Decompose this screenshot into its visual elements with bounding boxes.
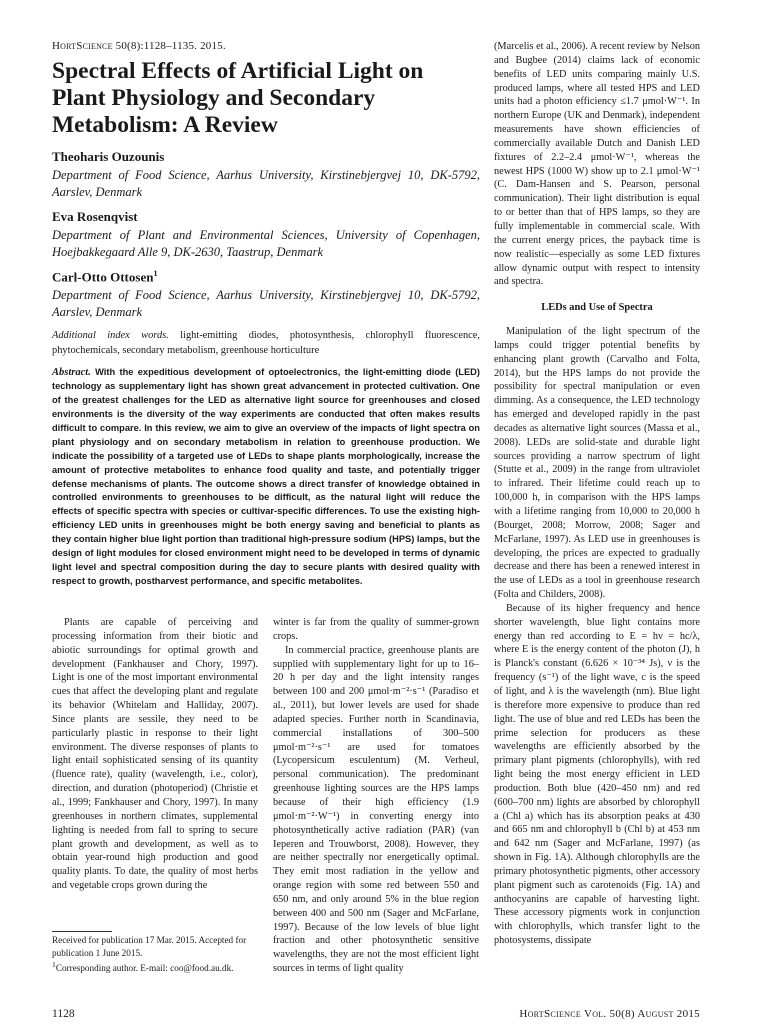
footnote-marker: 1 xyxy=(52,960,56,970)
corresponding-note: $^1$Corresponding author. E-mail: coo@food.au.dk. xyxy=(52,960,234,974)
body-paragraph: In commercial practice, greenhouse plants are supplied with supplementary light for up to 16–20 h per day and the light intensity ranges between 100 and 200 μmol·m⁻²·s⁻¹ (Paradiso et al., 2011), but lower levels are used for shade adapted species. Further north in Scandinavia, commercial installations of 300–500 μmol·m⁻²·s⁻¹ are used for tomatoes (Lycopersicum esculentum) (M. Verheul, personal communication). The predominant greenhouse lighting sources are the HPS lamps because of their high efficiency (1.9 μmol·m⁻²·W⁻¹) in converting energy into photosynthetically active radiation (PAR) (van Ieperen and Trouwborst, 2008). However, they are neither spectrally nor energetically optimal. They emit most radiation in the yellow and orange region with some red between 550 and 650 nm, and only around 5% in the blue region between 400 and 500 nm (Sager and McFarlane, 1997). Because of the low levels of blue light fraction and other photosynthetic sensitive wavelengths, they are not the most efficient light sources in terms of light quality xyxy=(273,644,479,975)
body-paragraph: Plants are capable of perceiving and processing information from their biotic and abiotic surroundings for optimal growth and development (Fankhauser and Chory, 1997). Light is one of the most important environmental cues that affect the developing plant and regulate its behavior (Whitelam and Halliday, 2007). Since plants are sessile, they need to be particularly plastic in response to their light environment. The diverse responses of plants to light entail sophisticated sensing of its quantity (fluence rate), quality (wavelength, i.e., color), direction, and duration (photoperiod) (Christie et al., 1999; Fankhauser and Chory, 1997). In many greenhouses in northern climates, supplemental lighting is needed from fall to spring to secure plant growth and development, as well as to obtain year-round high production and good quality plants. To date, the quality of most herbs and vegetable crops grown during the xyxy=(52,617,258,892)
author-name: Carl-Otto Ottosen$^1$ xyxy=(52,269,158,285)
footnote-divider xyxy=(52,931,112,932)
author-footnote-marker: 1 xyxy=(153,269,158,278)
journal-citation: HortScience 50(8):1128–1135. 2015. xyxy=(52,40,226,52)
abstract xyxy=(52,366,480,589)
body-paragraph: (Marcelis et al., 2006). A recent review by Nelson and Bugbee (2014) claims lack of economic benefits of LED units comparing mainly U.S. produced lamps, where all tested HPS and LED units had a photon efficiency ≤1.7 μmol·W⁻¹. In northern Europe (UK and Denmark), independent measurements have shown efficiencies of commercially available Dutch and Danish LED fixtures of 2.2–2.4 μmol·W⁻¹, whereas the newest HPS (1000 W) show up to 2.1 μmol·W⁻¹ (C. Dam-Hansen and S. Pearson, personal communication). Their light distribution is equal to or better than that of HPS lamps, so they are fully implementable in commercial scale. With the current energy prices, the payback time is now realistic—especially as some LED fixtures allow dynamic output with respect to intensity and spectra. xyxy=(494,41,700,288)
article-title: Spectral Effects of Artificial Light on Plant Physiology and Secondary Metabolism: A Review xyxy=(52,58,424,138)
page-number: 1128 xyxy=(52,1008,75,1020)
footer-journal-issue: HortScience Vol. 50(8) August 2015 xyxy=(519,1008,700,1020)
index-words-text: light-emitting diodes, photosynthesis, chlorophyll fluorescence, phytochemicals, secondary metabolism, greenhouse horticulture xyxy=(52,330,480,356)
author-name: Eva Rosenqvist xyxy=(52,209,138,224)
received-note: Received for publication 17 Mar. 2015. Accepted for publication 1 June 2015. xyxy=(52,935,247,958)
author-affiliation: Department of Food Science, Aarhus University, Kirstinebjergvej 10, DK-5792, Aarslev, Denmark xyxy=(52,288,480,320)
right-column xyxy=(494,40,700,948)
section-heading: LEDs and Use of Spectra xyxy=(541,302,653,314)
abstract-label: Abstract. xyxy=(52,367,91,379)
header-block xyxy=(52,40,480,589)
body-paragraph: winter is far from the quality of summer-grown crops. xyxy=(273,617,479,642)
author-name: Theoharis Ouzounis xyxy=(52,149,165,164)
author-affiliation: Department of Plant and Environmental Sciences, University of Copenhagen, Hoejbakkegaard Alle 9, DK-2630, Taastrup, Denmark xyxy=(52,228,480,259)
body-column-middle xyxy=(273,616,479,976)
body-paragraph: Because of its higher frequency and hence shorter wavelength, blue light contains more energy than red according to E = hν = hc/λ, where E is the energy content of the photon (J), h is Planck's constant (6.626 × 10⁻³⁴ Js), ν is the frequency (s⁻¹) of the light wave, c is the speed of light, and λ is the wavelength (nm). Blue light is therefore more expensive to produce than red light. The use of blue and red LEDs has been the prime selection for producers as these wavelengths are efficiently absorbed by the primary plant pigments (chlorophylls), with red light being the most energy efficient in LED production. Both blue (420–450 nm) and red (600–700 nm) lights are absorbed by chlorophyll a (Chl a) which has its absorption peaks at 430 and 665 nm and chlorophyll b (Chl b) at 453 nm and 642 nm (Sager and McFarlane, 1997) (as shown in Fig. 1A). Although chlorophylls are the primary photosynthetic pigments, other accessory plant pigment such as carotenoids (Fig. 1A) and anthocyanins are capable of harvesting light. These accessory pigments work in conjunction with chlorophylls, which transfer light to the photosystems, dissipate xyxy=(494,602,700,947)
index-words-label: Additional index words. xyxy=(52,330,169,342)
index-words xyxy=(52,329,480,358)
body-paragraph: Manipulation of the light spectrum of the lamps could trigger potential benefits by enhancing plant growth (Carvalho and Folta, 2014), but the HPS lamps do not provide the possibility for spectral manipulation or even dimming. As a consequence, the LED technology has emerged and developed rapidly in the past decades as alternative light sources (Massa et al., 2008). LEDs are solid-state and durable light sources providing a narrow spectrum of light (Stutte et al., 2009) in the range from ultraviolet to infrared. Their lifetime could reach up to 100,000 h, in comparison with the HPS lamps with a lifetime ranging from 10,000 to 20,000 h (Bourget, 2008; Morrow, 2008; Sager and McFarlane, 1997). As LED use in greenhouses is developing, the prices are expected to gradually decrease and there has been a renewed interest in the use of LEDs as a tool in greenhouse research (Folta and Childers, 2008). xyxy=(494,326,700,601)
author-affiliation: Department of Food Science, Aarhus University, Kirstinebjergvej 10, DK-5792, Aarslev, Denmark xyxy=(52,168,480,199)
footnotes xyxy=(52,934,262,975)
abstract-text: With the expeditious development of optoelectronics, the light-emitting diode (LED) technology as supplementary light has shown great advancement in protected cultivation. One of the greatest challenges for the LED as alternative light source for greenhouses and closed environments is the diversity of the way experiments are conducted that often makes results difficult to compare. In this review, we aim to give an overview of the impacts of light spectra on plant physiology and on secondary metabolism in relation to greenhouse production. We indicate the possibility of a targeted use of LEDs to shape plants morphologically, increase the amount of protective metabolites to enhance food quality and taste, and potentially trigger defense mechanisms of plants. The outcome shows a direct transfer of knowledge obtained in controlled environments to greenhouses to be difficult, as the natural light will reduce the effects of specific spectra with species or cultivar-specific differences. To use the existing high-efficiency LED units in greenhouses might be both energy saving and beneficial to plants as they contain higher blue light portion than traditional high-pressure sodium (HPS) lamps, but the design of light modules for closed environment might need to be developed in terms of dynamic light level and spectral composition during the day to secure plants with desired quality with respect to growth, postharvest performance, and specific metabolites. xyxy=(52,367,480,586)
body-column-left xyxy=(52,616,258,893)
